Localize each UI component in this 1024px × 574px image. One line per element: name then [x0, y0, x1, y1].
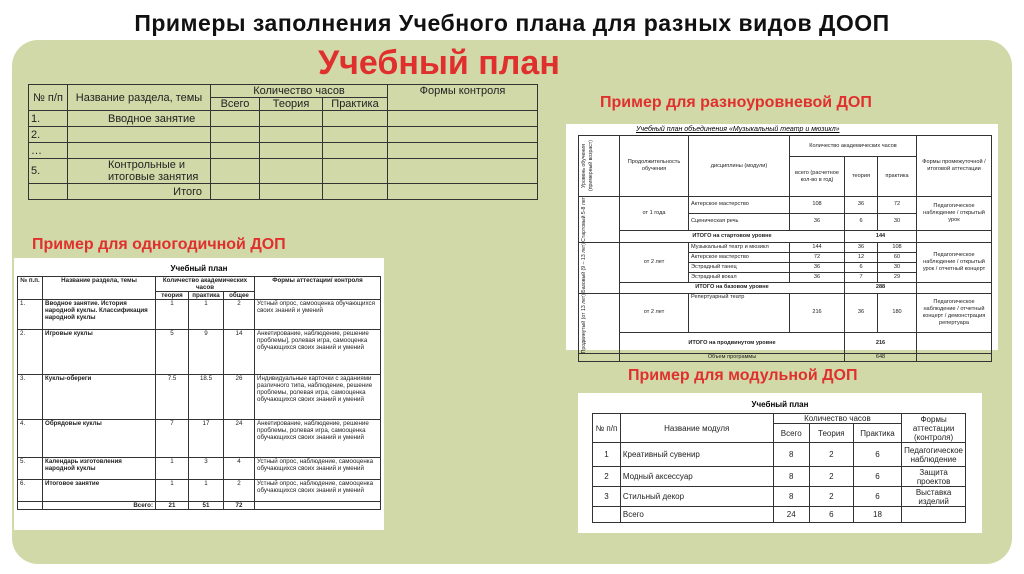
cell-theory: 2	[809, 487, 853, 507]
cell-theory: 5	[156, 330, 189, 375]
cell-theory: 7	[156, 420, 189, 458]
cell-volume: 648	[845, 353, 917, 361]
table-row	[29, 184, 538, 200]
cell-total: 36	[790, 273, 845, 283]
th-forms: Формы аттестации/ контроля	[255, 277, 381, 300]
cell-theory: 1	[156, 458, 189, 480]
th-hours: Количество академических часов	[790, 136, 917, 157]
cell-practice: 18	[853, 507, 901, 523]
cell-total-label: Всего	[620, 507, 773, 523]
cell-num: 4.	[18, 420, 43, 458]
cell-total: 14	[224, 330, 255, 375]
th-practice: Практика	[853, 424, 901, 443]
th-forms: Формы промежуточной / итоговой аттестации	[917, 136, 992, 197]
cell-subtotal-label: ИТОГО на продвинутом уровне	[620, 333, 845, 354]
th-module: Название модуля	[620, 414, 773, 443]
cell-theory: 2	[809, 467, 853, 487]
section-title-multilevel: Пример для разноуровневой ДОП	[600, 94, 872, 111]
th-name: Название раздела, темы	[68, 85, 211, 111]
cell-discipline: Сценическая речь	[689, 213, 790, 230]
modular-plan-table	[592, 413, 966, 523]
cell-practice: 51	[189, 502, 224, 510]
table-row	[18, 300, 381, 330]
cell-practice: 18.5	[189, 375, 224, 420]
cell-total: 4	[224, 458, 255, 480]
cell-total: 144	[790, 242, 845, 252]
table-row-volume	[579, 353, 992, 361]
cell-discipline: Музыкальный театр и мюзикл	[689, 242, 790, 252]
table-row-total	[18, 502, 381, 510]
cell-num: 2	[593, 467, 621, 487]
cell-forms: Устный опрос, наблюдение, самооценка обучающихся своих знаний и умений	[255, 480, 381, 502]
cell-theory: 1	[156, 480, 189, 502]
cell-total-label: Всего:	[43, 502, 156, 510]
cell-subtotal: 144	[845, 230, 917, 242]
th-theory: теория	[156, 292, 189, 300]
one-year-plan-table	[17, 276, 381, 510]
caption: Учебный план	[170, 264, 228, 273]
th-theory: Теория	[260, 98, 323, 111]
table-row	[593, 443, 966, 467]
multilevel-plan-table	[578, 135, 992, 362]
template-table	[28, 84, 538, 200]
cell-name: Вводное занятие	[68, 111, 211, 127]
th-practice: практика	[189, 292, 224, 300]
th-hours: Количество академических часов	[156, 277, 255, 292]
cell-practice: 17	[189, 420, 224, 458]
th-num: № п.п.	[18, 277, 43, 300]
th-total: всего (расчетное кол-во в год)	[790, 157, 845, 197]
cell-total: 8	[773, 443, 809, 467]
cell-num: 3	[593, 487, 621, 507]
table-row	[593, 487, 966, 507]
cell-module: Креативный сувенир	[620, 443, 773, 467]
cell-num: 2.	[29, 127, 68, 143]
cell-practice: 30	[878, 263, 917, 273]
multilevel-plan-document	[566, 124, 998, 360]
th-total: Всего	[773, 424, 809, 443]
cell-forms: Анкетирование, наблюдение, решение проблемы], ролевая игра, самооценка обучающихся своих знаний и умений	[255, 330, 381, 375]
cell-name: Обрядовые куклы	[43, 420, 156, 458]
cell-name: Куклы-обереги	[43, 375, 156, 420]
table-row	[29, 159, 538, 184]
table-row	[29, 111, 538, 127]
th-name: Название раздела, темы	[43, 277, 156, 300]
cell-forms: Устный опрос, самооценка обучающихся своих знаний и умений	[255, 300, 381, 330]
table-row	[579, 293, 992, 333]
cell-practice: 6	[853, 487, 901, 507]
cell-theory: 7.5	[156, 375, 189, 420]
table-row	[579, 197, 992, 214]
cell-num: 1.	[29, 111, 68, 127]
table-row-subtotal	[579, 230, 992, 242]
cell-name	[68, 127, 211, 143]
cell-num: 1	[593, 443, 621, 467]
th-total: Всего	[211, 98, 260, 111]
one-year-plan-document	[14, 258, 384, 530]
page-title: Примеры заполнения Учебного плана для разных видов ДООП	[134, 10, 890, 36]
caption: Учебный план объединения «Музыкальный театр и мюзикл»	[636, 126, 840, 133]
cell-duration: от 2 лет	[620, 242, 689, 283]
cell-total: 72	[790, 252, 845, 262]
cell-total: 2	[224, 300, 255, 330]
cell-forms: Защита проектов	[902, 467, 966, 487]
cell-module: Модный аксессуар	[620, 467, 773, 487]
cell-practice: 108	[878, 242, 917, 252]
cell-total: 26	[224, 375, 255, 420]
cell-total-label: Итого	[68, 184, 211, 200]
cell-total: 36	[790, 213, 845, 230]
cell-total: 72	[224, 502, 255, 510]
cell-forms: Индивидуальные карточки с заданиями различного типа, наблюдение, решение проблемы, ролевая игра, самооценка обучающихся своих знаний и умений	[255, 375, 381, 420]
cell-module: Стильный декор	[620, 487, 773, 507]
cell-practice: 6	[853, 443, 901, 467]
cell-name: Вводное занятие. История народной куклы. Классификация народной куклы	[43, 300, 156, 330]
cell-num: …	[29, 143, 68, 159]
cell-discipline: Репертуарный театр	[689, 293, 790, 333]
cell-total: 108	[790, 197, 845, 214]
cell-forms: Педагогическое наблюдение / открытый урок / отчетный концерт	[917, 242, 992, 283]
cell-theory: 21	[156, 502, 189, 510]
cell-total: 24	[773, 507, 809, 523]
cell-theory: 7	[845, 273, 878, 283]
cell-practice: 6	[853, 467, 901, 487]
cell-subtotal: 288	[845, 283, 917, 293]
cell-num: 1.	[18, 300, 43, 330]
cell-discipline: Актерское мастерство	[689, 252, 790, 262]
cell-practice: 3	[189, 458, 224, 480]
cell-name: Календарь изготовления народной куклы	[43, 458, 156, 480]
th-num: № п/п	[593, 414, 621, 443]
table-row	[29, 127, 538, 143]
cell-num: 2.	[18, 330, 43, 375]
cell-theory: 2	[809, 443, 853, 467]
cell-theory: 36	[845, 242, 878, 252]
th-control: Формы контроля	[388, 85, 538, 111]
modular-plan-document	[578, 393, 982, 533]
cell-num: 3.	[18, 375, 43, 420]
cell-forms: Выставка изделий	[902, 487, 966, 507]
cell-total: 2	[224, 480, 255, 502]
cell-num: 6.	[18, 480, 43, 502]
th-practice: практика	[878, 157, 917, 197]
cell-subtotal-label: ИТОГО на базовом уровне	[620, 283, 845, 293]
table-row-subtotal	[579, 283, 992, 293]
cell-duration: от 2 лет	[620, 293, 689, 333]
cell-name: Игровые куклы	[43, 330, 156, 375]
th-num: № п/п	[29, 85, 68, 111]
table-row	[18, 330, 381, 375]
cell-level: Стартовый 5-8 лет	[581, 197, 587, 242]
th-disciplines: дисциплины (модули)	[689, 136, 790, 197]
th-duration: Продолжительность обучения	[620, 136, 689, 197]
cell-forms: Педагогическое наблюдение / отчетный концерт / демонстрация репертуара	[917, 293, 992, 333]
table-row	[579, 242, 992, 252]
table-row-total	[593, 507, 966, 523]
table-row	[18, 480, 381, 502]
cell-forms: Анкетирование, наблюдение, решение проблемы, ролевая игра, самооценка обучающихся своих знаний и умений	[255, 420, 381, 458]
th-theory: теория	[845, 157, 878, 197]
cell-name: Итоговое занятие	[43, 480, 156, 502]
cell-discipline: Эстрадный танец	[689, 263, 790, 273]
cell-practice: 30	[878, 213, 917, 230]
th-practice: Практика	[323, 98, 388, 111]
cell-subtotal-label: ИТОГО на стартовом уровне	[620, 230, 845, 242]
cell-forms: Устный опрос, наблюдение, самооценка обучающихся своих знаний и умений	[255, 458, 381, 480]
cell-total: 8	[773, 487, 809, 507]
cell-forms: Педагогическое наблюдение / открытый урок	[917, 197, 992, 231]
cell-level: Базовый (9 – 13 лет)	[581, 242, 587, 293]
th-total: общее	[224, 292, 255, 300]
section-title-one-year: Пример для одногодичной ДОП	[32, 236, 286, 253]
cell-practice: 72	[878, 197, 917, 214]
cell-theory: 36	[845, 197, 878, 214]
cell-total: 8	[773, 467, 809, 487]
table-row	[18, 375, 381, 420]
cell-num: 5.	[18, 458, 43, 480]
table-row-subtotal	[579, 333, 992, 354]
cell-volume-label: Объем программы	[620, 353, 845, 361]
cell-duration: от 1 года	[620, 197, 689, 231]
cell-discipline: Актерское мастерство	[689, 197, 790, 214]
cell-theory: 1	[156, 300, 189, 330]
cell-theory: 6	[845, 263, 878, 273]
th-theory: Теория	[809, 424, 853, 443]
cell-practice: 60	[878, 252, 917, 262]
section-title-modular: Пример для модульной ДОП	[628, 367, 858, 384]
table-row	[593, 467, 966, 487]
th-level: Уровень обучения (примерный возраст)	[581, 140, 594, 192]
cell-practice: 180	[878, 293, 917, 333]
cell-level: Продвинутый (от 13 лет)	[581, 293, 587, 353]
cell-total: 24	[224, 420, 255, 458]
cell-theory: 6	[845, 213, 878, 230]
cell-forms: Педагогическое наблюдение	[902, 443, 966, 467]
cell-theory: 36	[845, 293, 878, 333]
cell-total: 216	[790, 293, 845, 333]
cell-practice: 9	[189, 330, 224, 375]
cell-total: 36	[790, 263, 845, 273]
cell-practice: 1	[189, 300, 224, 330]
cell-theory: 12	[845, 252, 878, 262]
table-row	[18, 420, 381, 458]
th-hours: Количество часов	[773, 414, 902, 424]
cell-name	[68, 143, 211, 159]
table-row	[29, 143, 538, 159]
cell-practice: 1	[189, 480, 224, 502]
cell-name: Контрольные и итоговые занятия	[68, 159, 211, 184]
cell-num: 5.	[29, 159, 68, 184]
cell-practice: 29	[878, 273, 917, 283]
cell-discipline: Эстрадный вокал	[689, 273, 790, 283]
big-title: Учебный план	[318, 44, 560, 82]
th-forms: Формы аттестации (контроля)	[902, 414, 966, 443]
table-row	[18, 458, 381, 480]
cell-subtotal: 216	[845, 333, 917, 354]
caption: Учебный план	[751, 400, 809, 409]
th-hours: Количество часов	[211, 85, 388, 98]
cell-theory: 6	[809, 507, 853, 523]
